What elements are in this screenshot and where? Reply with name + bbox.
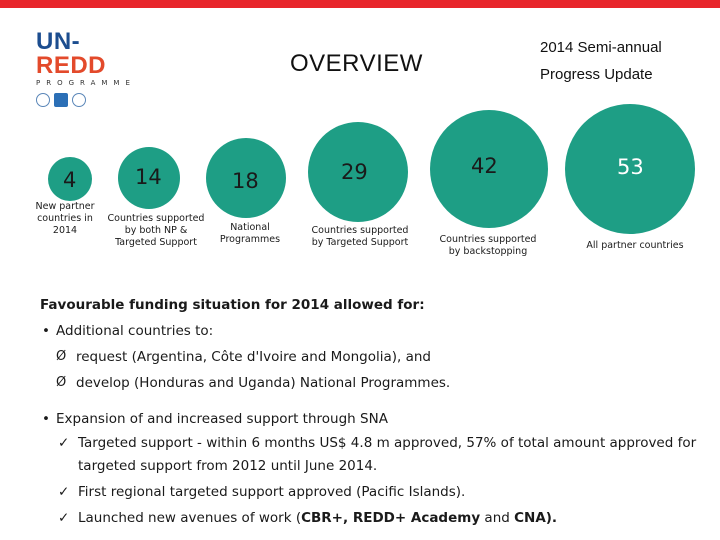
bullet-text: Expansion of and increased support through SNA xyxy=(56,411,388,427)
content-headline: Favourable funding situation for 2014 allowed for: xyxy=(40,297,425,313)
bullet-dot-icon: • xyxy=(42,323,50,339)
arrow-bullet-icon: Ø xyxy=(56,375,67,390)
stat-value-backstopping: 42 xyxy=(471,154,498,178)
list-item-text: First regional targeted support approved (Pacific Islands). xyxy=(78,484,466,500)
stat-value-targeted-support: 29 xyxy=(341,160,368,184)
list-item xyxy=(40,344,710,370)
list-item-text: develop (Honduras and Uganda) National Programmes. xyxy=(76,375,451,391)
bullet-additional-countries xyxy=(40,318,710,344)
fao-emblem-icon xyxy=(36,93,50,107)
stat-value-new-partners: 4 xyxy=(63,168,77,192)
content-body xyxy=(40,292,710,533)
bullet-dot-icon: • xyxy=(42,411,50,427)
list-item-text-mid: and xyxy=(480,510,515,526)
list-item xyxy=(40,370,710,396)
stat-label-national-programmes: National Programmes xyxy=(219,222,281,245)
list-item xyxy=(40,481,710,504)
unep-emblem-icon xyxy=(72,93,86,107)
list-item-text: request (Argentina, Côte d'Ivoire and Mongolia), and xyxy=(76,349,432,365)
logo-subtitle: PROGRAMME xyxy=(36,79,136,87)
list-item-bold-programs: CBR+, REDD+ Academy xyxy=(301,510,481,526)
page-title: OVERVIEW xyxy=(290,50,423,77)
list-item xyxy=(40,507,710,530)
list-item-text-prefix: Launched new avenues of work ( xyxy=(78,510,302,526)
stat-value-national-programmes: 18 xyxy=(232,169,259,193)
bullet-text: Additional countries to: xyxy=(56,323,214,339)
stat-label-new-partners: New partner countries in 2014 xyxy=(35,201,95,236)
logo-un: UN- xyxy=(36,28,81,55)
checkmark-icon: ✓ xyxy=(58,510,70,526)
report-title-line2: Progress Update xyxy=(540,66,653,83)
un-redd-logo xyxy=(36,30,146,107)
stat-label-backstopping: Countries supported by backstopping xyxy=(439,234,537,257)
list-item-text: Targeted support - within 6 months US$ 4.8 m approved, 57% of total amount approved for targeted support from 2012 until June 2014. xyxy=(78,435,697,474)
partner-emblems xyxy=(36,93,146,107)
undp-emblem-icon xyxy=(54,93,68,107)
stat-value-np-and-ts: 14 xyxy=(135,165,162,189)
stat-value-all-partners: 53 xyxy=(617,155,644,179)
report-title-line1: 2014 Semi-annual xyxy=(540,39,662,56)
list-item-bold-cna: CNA). xyxy=(514,510,558,526)
arrow-bullet-icon: Ø xyxy=(56,349,67,364)
checkmark-icon: ✓ xyxy=(58,484,70,500)
logo-redd: REDD xyxy=(36,52,107,79)
report-title xyxy=(540,34,662,88)
top-accent-bar xyxy=(0,0,720,8)
stat-label-np-and-ts: Countries supported by both NP & Targeted Support xyxy=(107,213,205,248)
checkmark-icon: ✓ xyxy=(58,435,70,451)
stat-label-all-partners: All partner countries xyxy=(586,240,684,251)
list-item xyxy=(40,432,710,478)
bullet-expansion-sna xyxy=(40,406,710,432)
stat-label-targeted-support: Countries supported by Targeted Support xyxy=(311,225,409,248)
